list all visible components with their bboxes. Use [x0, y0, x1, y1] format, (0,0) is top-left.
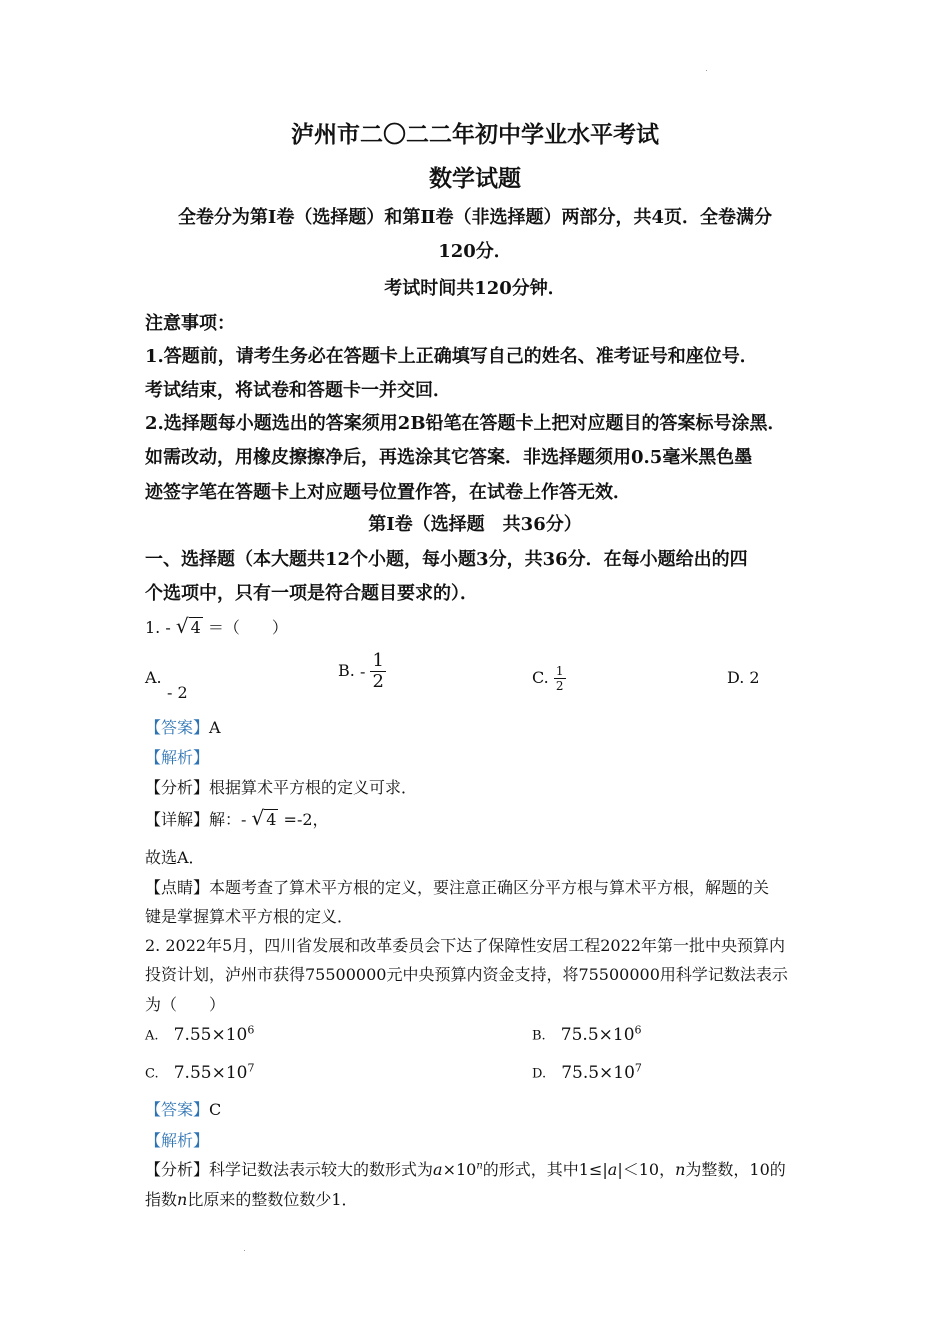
q2-option-c	[145, 1061, 254, 1083]
radicand: 4	[266, 810, 277, 829]
q1-option-b-label: B.	[338, 661, 355, 680]
sqrt-expression	[252, 806, 279, 830]
section-instr-1: 一、选择题（本大题共12个小题，每小题3分，共36分．在每小题给出的四	[145, 549, 748, 570]
sqrt-expression	[176, 614, 203, 638]
note-line-1: 1.答题前，请考生务必在答题卡上正确填写自己的姓名、准考证号和座位号．	[145, 346, 758, 367]
numerator: 1	[555, 664, 564, 678]
text: 的形式，其中1≤|	[482, 1160, 608, 1179]
fraction	[370, 652, 385, 691]
q1-answer	[145, 715, 221, 738]
q2-answer	[145, 1097, 221, 1120]
sci-base: 75.5×10	[561, 1062, 635, 1083]
intro-line-2: 120分．	[438, 241, 512, 262]
note-line-2: 考试结束，将试卷和答题卡一并交回．	[145, 380, 451, 401]
q1-prefix: 1. -	[145, 618, 171, 637]
intro-line-1: 全卷分为第Ⅰ卷（选择题）和第Ⅱ卷（非选择题）两部分，共4页．全卷满分	[177, 207, 773, 228]
section-title: 第Ⅰ卷（选择题 共36分）	[368, 514, 582, 535]
q2-analysis-tag: 【解析】	[145, 1131, 210, 1150]
numerator: 1	[372, 650, 384, 671]
q1-option-a-label: A.	[145, 668, 162, 687]
text: 为整数，10的	[685, 1160, 786, 1179]
text: 指数	[145, 1190, 178, 1209]
sci-exponent: 6	[634, 1023, 642, 1036]
note-line-5: 迹签字笔在答题卡上对应题号位置作答，在试卷上作答无效．	[145, 482, 631, 503]
radical-sign: √	[251, 806, 265, 830]
option-label: A.	[145, 1028, 159, 1044]
scan-speck	[244, 1250, 245, 1251]
fraction	[554, 665, 566, 692]
q1-analysis-tag: 【解析】	[145, 748, 210, 767]
sci-notation	[174, 1063, 255, 1083]
sci-exponent: 7	[247, 1061, 255, 1074]
math-var: n	[177, 1190, 188, 1209]
radical-sign: √	[175, 614, 189, 638]
denominator: 2	[372, 671, 384, 692]
option-label: B.	[532, 1028, 546, 1044]
q2-stem-1: 2. 2022年5月，四川省发展和改革委员会下达了保障性安居工程2022年第一批中央预算内	[145, 936, 785, 955]
q1-dianjing-1: 【点睛】本题考查了算术平方根的定义，要注意正确区分平方根与算术平方根，解题的关	[145, 878, 770, 897]
q1-option-d: D. 2	[727, 668, 760, 687]
q1-fenxi: 【分析】根据算术平方根的定义可求．	[145, 778, 418, 797]
section-instr-2: 个选项中，只有一项是符合题目要求的）．	[145, 583, 478, 604]
q2-stem-2: 投资计划，泸州市获得75500000元中央预算内资金支持，将75500000用科学记数法表示	[145, 965, 788, 984]
q1-suffix: ＝（ ）	[207, 618, 288, 637]
sci-notation	[561, 1025, 642, 1045]
option-label: D.	[532, 1066, 547, 1082]
math-var: a	[433, 1160, 443, 1179]
sci-exponent: 7	[634, 1061, 642, 1074]
sci-exponent: 6	[247, 1023, 255, 1036]
note-line-3: 2.选择题每小题选出的答案须用2B铅笔在答题卡上把对应题目的答案标号涂黑．	[145, 413, 786, 434]
exam-time: 考试时间共120分钟．	[384, 278, 566, 299]
q1-option-c	[532, 665, 566, 692]
text: |＜10，	[617, 1160, 676, 1179]
q2-option-b	[532, 1023, 642, 1045]
scan-speck	[706, 70, 707, 71]
q2-stem-3: 为（ ）	[145, 995, 226, 1014]
radicand: 4	[190, 618, 201, 637]
notes-heading: 注意事项：	[145, 313, 235, 334]
text: ×10	[442, 1160, 477, 1179]
q2-fenxi-1	[145, 1157, 786, 1180]
text: 【分析】科学记数法表示较大的数形式为	[145, 1160, 434, 1179]
q1-option-b	[338, 652, 386, 691]
math-var: n	[675, 1160, 686, 1179]
q1-stem	[145, 614, 288, 638]
answer-tag: 【答案】	[145, 1100, 210, 1119]
exam-title: 泸州市二〇二二年初中学业水平考试	[291, 121, 659, 148]
note-line-4: 如需改动，用橡皮擦擦净后，再选涂其它答案．非选择题须用0.5毫米黑色墨	[145, 447, 753, 468]
answer-value: C	[209, 1100, 222, 1119]
q1-xiangjie	[145, 806, 329, 830]
sci-base: 7.55×10	[173, 1024, 248, 1045]
q2-option-d	[532, 1061, 642, 1083]
answer-tag: 【答案】	[145, 718, 210, 737]
denominator: 2	[555, 679, 564, 693]
option-label: C.	[145, 1066, 159, 1082]
q1-option-a-value: - 2	[167, 683, 188, 702]
sci-base: 75.5×10	[560, 1024, 635, 1045]
sci-notation	[561, 1063, 642, 1083]
exam-subtitle: 数学试题	[429, 165, 521, 192]
math-exponent: n	[476, 1160, 483, 1172]
q1-option-c-label: C.	[532, 668, 549, 687]
xiangjie-suffix: =-2，	[283, 810, 329, 829]
q1-dianjing-2: 键是掌握算术平方根的定义．	[145, 907, 354, 926]
sci-notation	[174, 1025, 255, 1045]
q1-conclusion: 故选A．	[145, 848, 205, 867]
q2-fenxi-2	[145, 1187, 358, 1210]
q2-option-a	[145, 1023, 254, 1045]
minus-sign: -	[359, 662, 366, 681]
math-var: a	[607, 1160, 618, 1179]
xiangjie-prefix: 【详解】解：-	[145, 810, 247, 829]
text: 比原来的整数位数少1．	[187, 1190, 358, 1209]
sci-base: 7.55×10	[173, 1062, 248, 1083]
answer-value: A	[209, 718, 221, 737]
